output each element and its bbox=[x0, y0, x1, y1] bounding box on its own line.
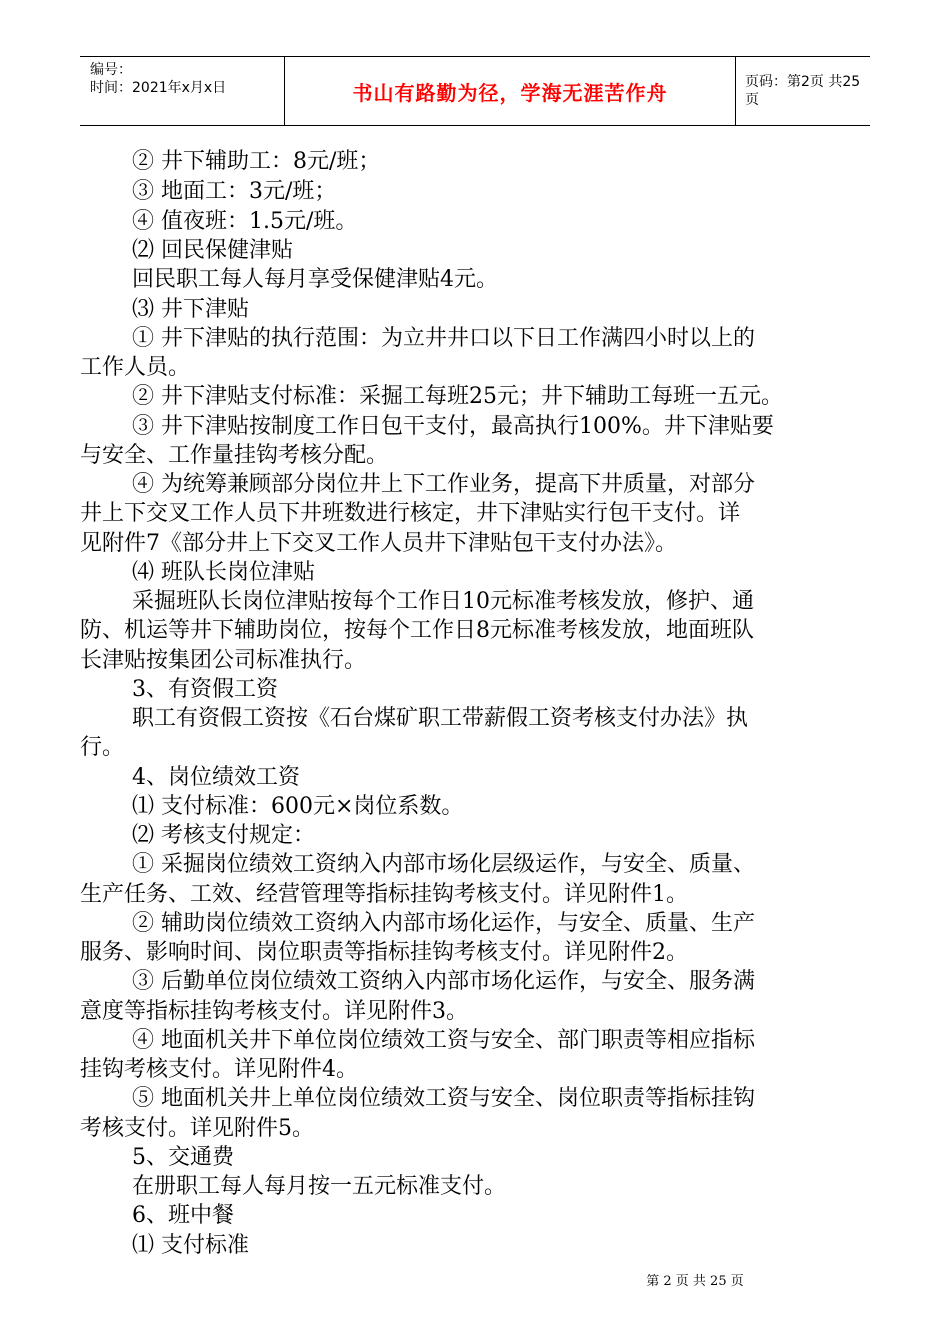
body-line: ⑵ 考核支付规定： bbox=[132, 823, 315, 848]
document-number-label: 编号： bbox=[90, 62, 132, 78]
footer-page-number: 第 2 页 共 25 页 bbox=[646, 1274, 744, 1289]
body-line: 6、班中餐 bbox=[132, 1203, 234, 1228]
body-line: ④ 地面机关井下单位岗位绩效工资与安全、部门职责等相应指标 bbox=[132, 1028, 755, 1053]
header-page-cell bbox=[735, 57, 870, 125]
body-line: ① 采掘岗位绩效工资纳入内部市场化层级运作，与安全、质量、 bbox=[132, 852, 755, 877]
body-line: ⑴ 支付标准 bbox=[132, 1233, 249, 1258]
body-line: 生产任务、工效、经营管理等指标挂钩考核支付。详见附件1。 bbox=[80, 882, 688, 907]
body-line: ④ 为统筹兼顾部分岗位井上下工作业务，提高下井质量，对部分 bbox=[132, 472, 755, 497]
body-line: ② 辅助岗位绩效工资纳入内部市场化运作，与安全、质量、生产 bbox=[132, 911, 755, 936]
body-line: 行。 bbox=[80, 735, 125, 760]
document-header bbox=[80, 56, 870, 126]
body-line: 服务、影响时间、岗位职责等指标挂钩考核支付。详见附件2。 bbox=[80, 940, 688, 965]
header-motto-cell bbox=[284, 57, 736, 125]
body-line: ⑶ 井下津贴 bbox=[132, 297, 249, 322]
body-line: 意度等指标挂钩考核支付。详见附件3。 bbox=[80, 999, 468, 1024]
body-line: 4、岗位绩效工资 bbox=[132, 765, 300, 790]
body-line: ③ 后勤单位岗位绩效工资纳入内部市场化运作，与安全、服务满 bbox=[132, 969, 755, 994]
body-line: 考核支付。详见附件5。 bbox=[80, 1116, 314, 1141]
body-line: ② 井下辅助工：8元/班； bbox=[132, 149, 381, 174]
body-line: 3、有资假工资 bbox=[132, 677, 278, 702]
body-line: ⑴ 支付标准：600元×岗位系数。 bbox=[132, 794, 464, 819]
body-line: 井上下交叉工作人员下井班数进行核定，井下津贴实行包干支付。详 bbox=[80, 501, 741, 526]
header-page-label: 页码：第2页 共25页 bbox=[745, 74, 861, 108]
body-line: 在册职工每人每月按一五元标准支付。 bbox=[132, 1174, 507, 1199]
body-line: 挂钩考核支付。详见附件4。 bbox=[80, 1057, 358, 1082]
body-line: 回民职工每人每月享受保健津贴4元。 bbox=[132, 267, 498, 292]
body-line: 工作人员。 bbox=[80, 355, 191, 380]
body-line: ③ 地面工：3元/班； bbox=[132, 179, 337, 204]
document-time-label: 时间：2021年x月x日 bbox=[90, 80, 227, 96]
body-line: ④ 值夜班：1.5元/班。 bbox=[132, 209, 358, 234]
body-line: 与安全、工作量挂钩考核分配。 bbox=[80, 443, 389, 468]
body-line: 见附件7《部分井上下交叉工作人员井下津贴包干支付办法》。 bbox=[80, 531, 677, 556]
header-meta-cell bbox=[80, 57, 284, 125]
body-line: 5、交通费 bbox=[132, 1145, 234, 1170]
body-line: ② 井下津贴支付标准：采掘工每班25元；井下辅助工每班一五元。 bbox=[132, 384, 783, 409]
body-line: ⑷ 班队长岗位津贴 bbox=[132, 560, 315, 585]
body-line: ① 井下津贴的执行范围：为立井井口以下日工作满四小时以上的 bbox=[132, 326, 755, 351]
body-line: 采掘班队长岗位津贴按每个工作日10元标准考核发放，修护、通 bbox=[132, 589, 754, 614]
header-motto: 书山有路勤为径，学海无涯苦作舟 bbox=[352, 80, 668, 105]
body-line: 职工有资假工资按《石台煤矿职工带薪假工资考核支付办法》执 bbox=[132, 706, 749, 731]
body-line: ⑤ 地面机关井上单位岗位绩效工资与安全、岗位职责等指标挂钩 bbox=[132, 1086, 755, 1111]
body-line: ⑵ 回民保健津贴 bbox=[132, 238, 293, 263]
body-line: ③ 井下津贴按制度工作日包干支付，最高执行100%。井下津贴要 bbox=[132, 414, 774, 439]
body-line: 长津贴按集团公司标准执行。 bbox=[80, 648, 367, 673]
page-footer bbox=[0, 1270, 950, 1289]
body-line: 防、机运等井下辅助岗位，按每个工作日8元标准考核发放，地面班队 bbox=[80, 618, 754, 643]
